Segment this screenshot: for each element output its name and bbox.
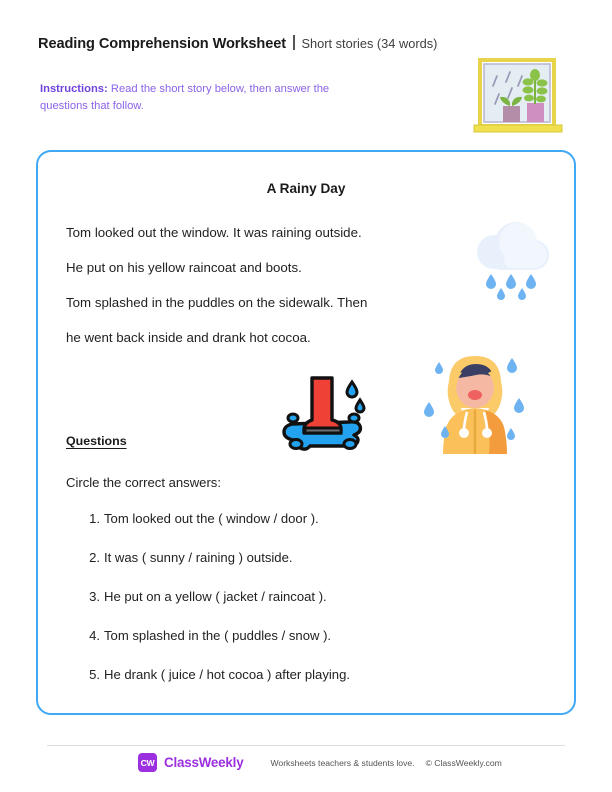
page-title	[38, 33, 458, 52]
question-item[interactable]	[89, 511, 564, 526]
footer-tagline: Worksheets teachers & students love.	[270, 757, 415, 768]
instructions-block	[40, 81, 340, 115]
question-text: It was ( sunny / raining ) outside.	[104, 550, 293, 566]
story-title: A Rainy Day	[266, 181, 346, 196]
question-item[interactable]	[89, 628, 564, 644]
questions-intro: Circle the correct answers:	[66, 475, 221, 490]
worksheet-subtitle: Short stories (34 words)	[301, 36, 438, 51]
question-number: 4.	[89, 628, 100, 644]
worksheet-card	[36, 150, 576, 715]
story-line: He put on his yellow raincoat and boots.	[66, 260, 302, 275]
story-line: Tom splashed in the puddles on the sidewalk. Then	[66, 295, 368, 310]
brand-name: ClassWeekly	[164, 755, 244, 770]
rain-boot-splash-icon	[280, 374, 368, 459]
question-text: He put on a yellow ( jacket / raincoat ).	[104, 589, 327, 605]
instructions-text: Read the short story below, then answer the questions that follow.	[40, 83, 330, 112]
question-number: 5.	[89, 667, 100, 683]
question-item[interactable]	[89, 667, 564, 683]
story-body	[66, 215, 466, 355]
questions-heading: Questions	[66, 434, 127, 448]
worksheet-title: Reading Comprehension Worksheet	[38, 36, 287, 52]
classweekly-logo-icon: CW	[138, 753, 157, 772]
footer-copyright: © ClassWeekly.com	[425, 757, 502, 768]
child-in-raincoat-icon	[423, 350, 527, 463]
rainy-window-with-plants-icon	[466, 58, 570, 147]
story-line: he went back inside and drank hot cocoa.	[66, 330, 311, 345]
rain-cloud-icon	[466, 222, 554, 305]
question-item[interactable]	[89, 550, 564, 566]
question-item[interactable]	[89, 589, 564, 605]
questions-list	[66, 512, 564, 707]
page-header	[38, 33, 458, 52]
question-text: He drank ( juice / hot cocoa ) after playing.	[104, 667, 350, 683]
question-number: 2.	[89, 550, 100, 566]
instructions-label: Instructions:	[40, 83, 108, 95]
question-number: 3.	[89, 589, 100, 605]
question-text: Tom looked out the ( window / door ).	[104, 511, 319, 526]
question-text: Tom splashed in the ( puddles / snow ).	[104, 628, 332, 644]
story-line: Tom looked out the window. It was raining outside.	[66, 225, 362, 240]
title-separator-bar	[293, 35, 295, 50]
question-number: 1.	[89, 511, 100, 526]
footer-divider	[47, 745, 565, 746]
page-footer	[138, 753, 502, 772]
